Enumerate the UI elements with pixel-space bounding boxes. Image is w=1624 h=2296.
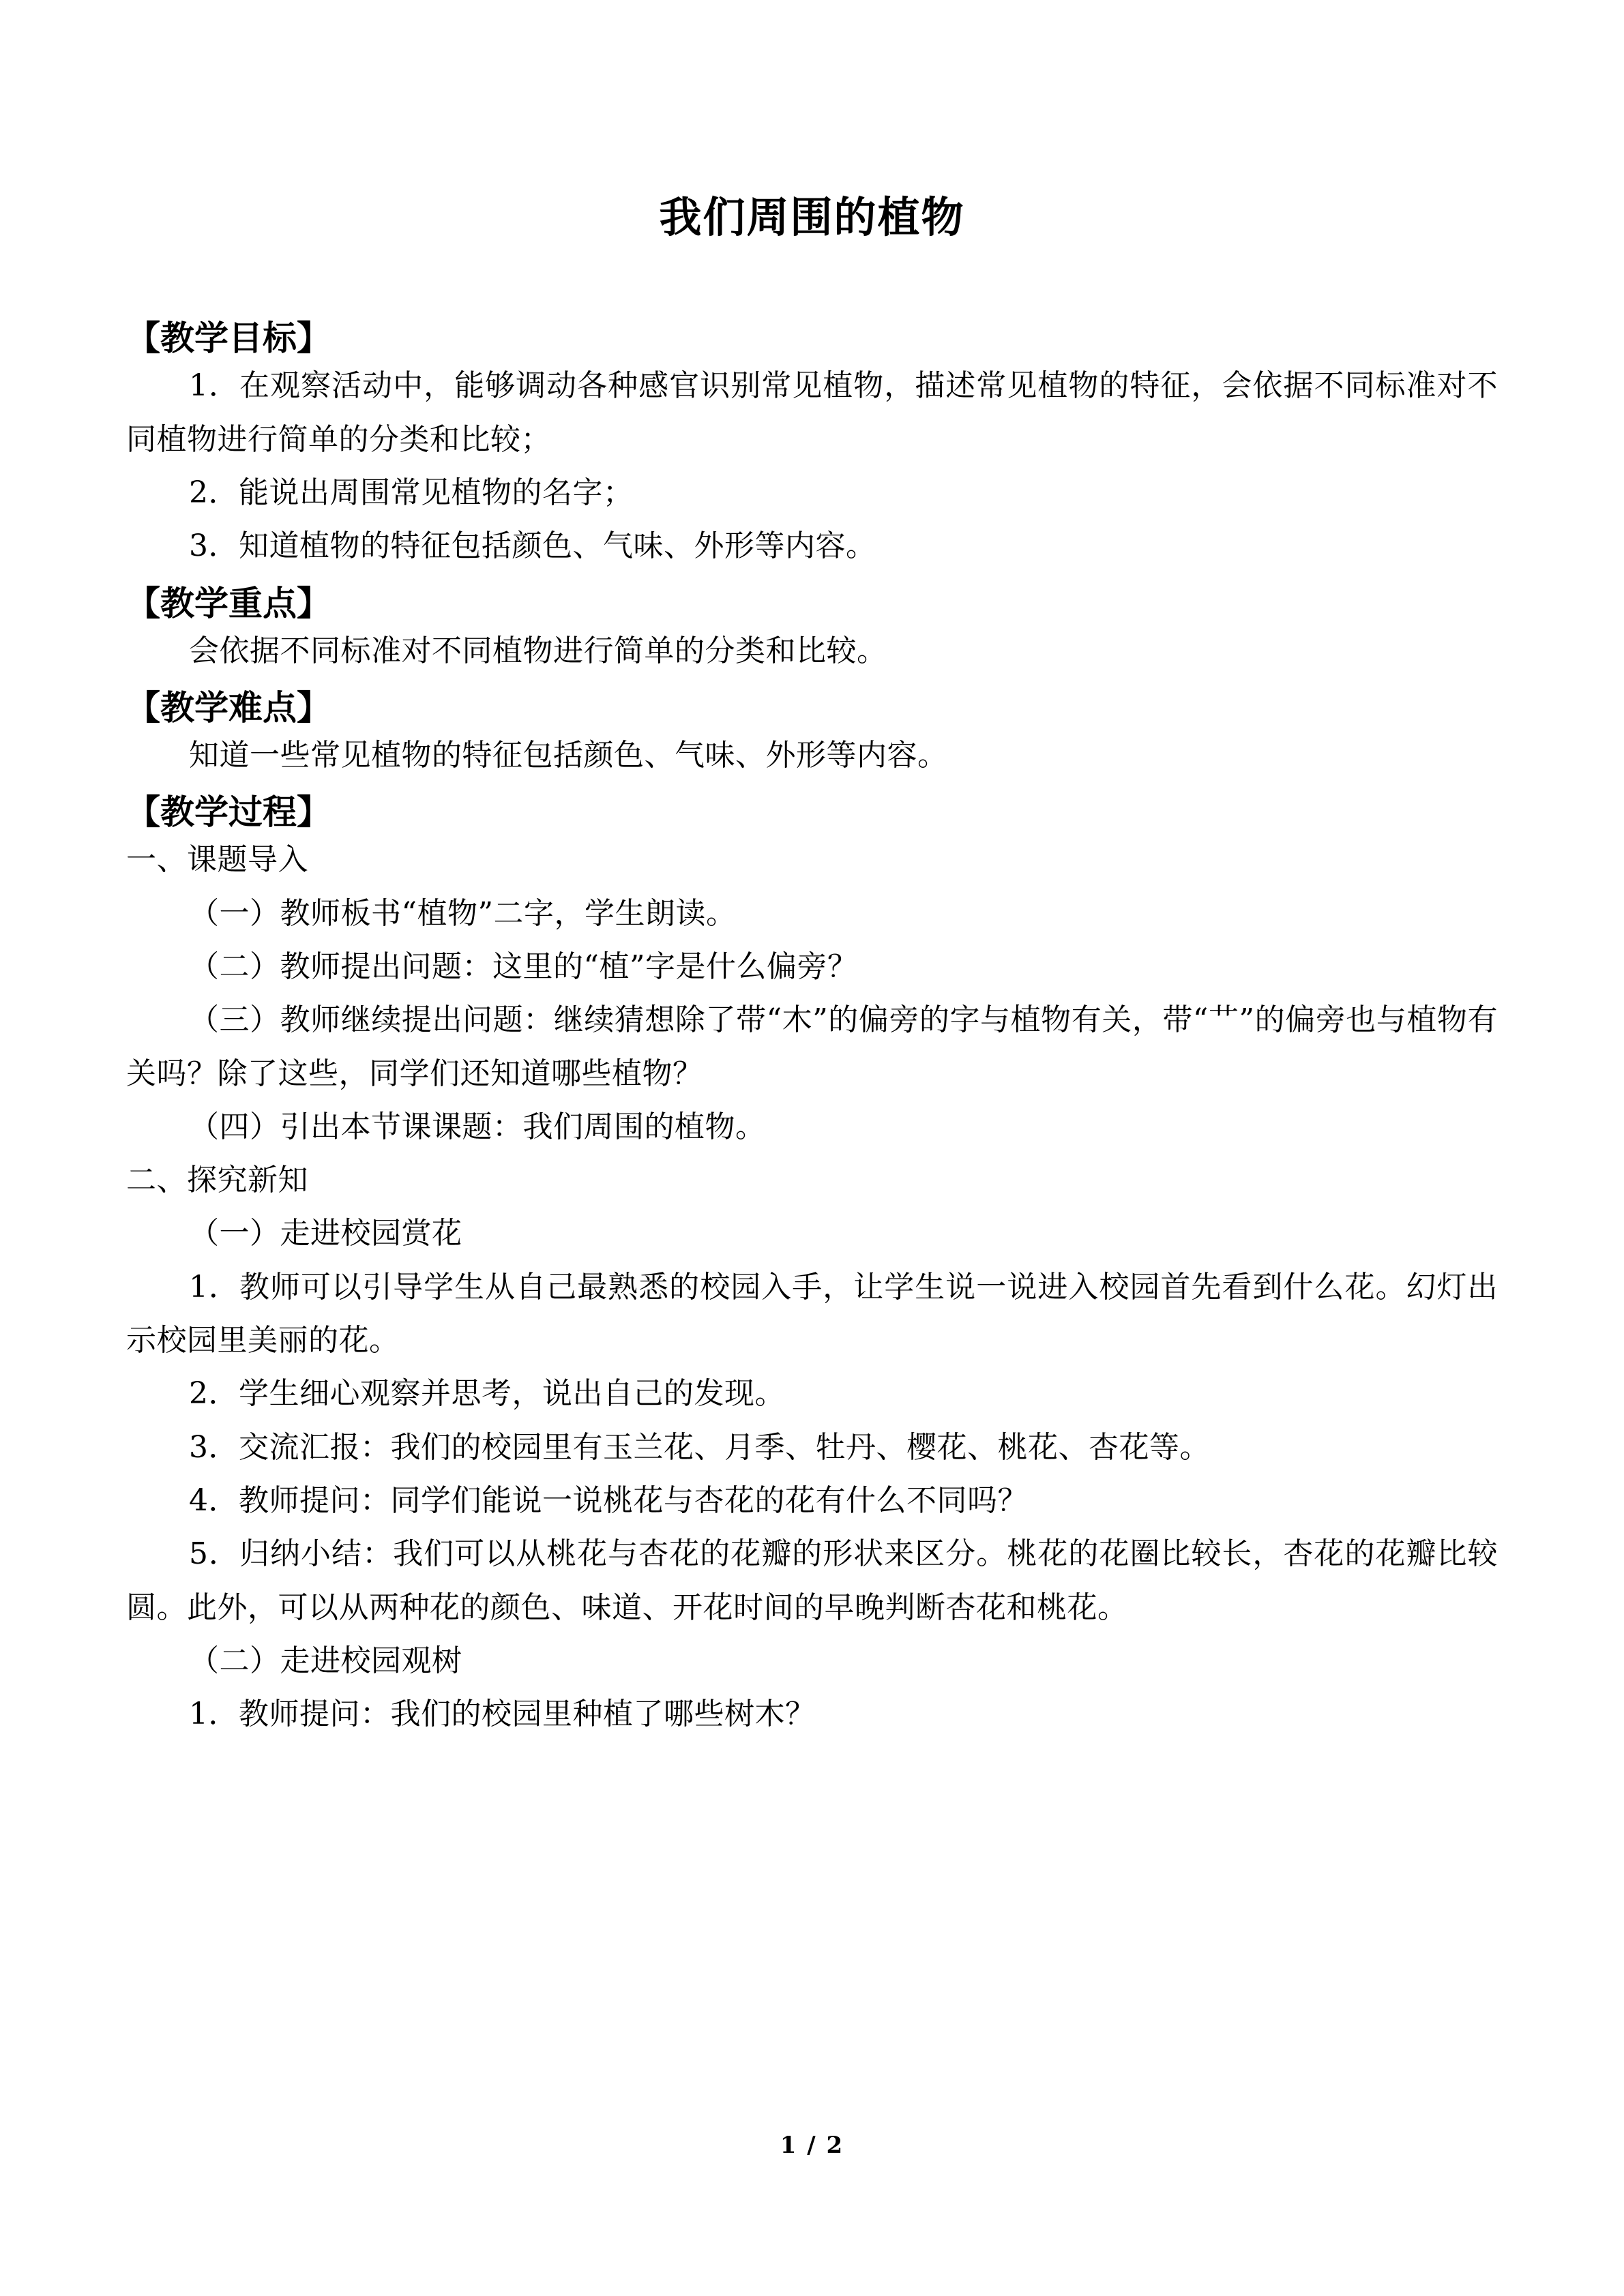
process-sub-one-item-5: 5．归纳小结：我们可以从桃花与杏花的花瓣的形状来区分。桃花的花圈比较长，杏花的花瓣比较圆。此外，可以从两种花的颜色、味道、开花时间的早晚判断杏花和桃花。	[126, 1536, 1498, 1625]
process-part-one-item-3: （三）教师继续提出问题：继续猜想除了带“木”的偏旁的字与植物有关，带“艹”的偏旁也与植物有关吗？除了这些，同学们还知道哪些植物？	[126, 1002, 1498, 1091]
process-part-two-title: 二、探究新知	[126, 1163, 308, 1198]
spacer	[126, 573, 1498, 583]
section-heading-key-points: 【教学重点】	[126, 583, 331, 623]
key-point-item-1: 会依据不同标准对不同植物进行简单的分类和比较。	[189, 633, 887, 668]
process-part-one-item-1: （一）教师板书“植物”二字，学生朗读。	[189, 895, 737, 931]
spacer	[126, 678, 1498, 687]
section-heading-objectives: 【教学目标】	[126, 318, 331, 359]
process-part-one-title: 一、课题导入	[126, 842, 308, 878]
section-heading-process: 【教学过程】	[126, 792, 331, 833]
process-sub-one-item-1: 1．教师可以引导学生从自己最熟悉的校园入手，让学生说一说进入校园首先看到什么花。幻灯出示校园里美丽的花。	[126, 1269, 1498, 1358]
difficult-point-item-1: 知道一些常见植物的特征包括颜色、气味、外形等内容。	[189, 737, 948, 773]
process-sub-one-item-4: 4．教师提问：同学们能说一说桃花与杏花的花有什么不同吗？	[189, 1483, 1028, 1519]
objective-item-1: 1．在观察活动中，能够调动各种感官识别常见植物，描述常见植物的特征，会依据不同标准对不同植物进行简单的分类和比较；	[126, 368, 1498, 457]
process-sub-two-item-1: 1．教师提问：我们的校园里种植了哪些树木？	[189, 1697, 816, 1732]
process-sub-two-title: （二）走进校园观树	[189, 1643, 462, 1678]
objective-item-2: 2．能说出周围常见植物的名字；	[189, 475, 634, 511]
spacer	[126, 782, 1498, 792]
spacer	[126, 243, 1498, 318]
objective-item-3: 3．知道植物的特征包括颜色、气味、外形等内容。	[189, 528, 876, 564]
page-title: 我们周围的植物	[659, 192, 965, 242]
process-part-one-item-4: （四）引出本节课课题：我们周围的植物。	[189, 1109, 766, 1144]
process-sub-one-title: （一）走进校园赏花	[189, 1216, 462, 1251]
process-part-one-item-2: （二）教师提出问题：这里的“植”字是什么偏旁？	[189, 949, 858, 984]
process-sub-one-item-3: 3．交流汇报：我们的校园里有玉兰花、月季、牡丹、樱花、桃花、杏花等。	[189, 1429, 1210, 1465]
section-heading-difficult-points: 【教学难点】	[126, 687, 331, 728]
page-footer: 1 / 2	[780, 2132, 844, 2159]
process-sub-one-item-2: 2．学生细心观察并思考，说出自己的发现。	[189, 1376, 785, 1412]
